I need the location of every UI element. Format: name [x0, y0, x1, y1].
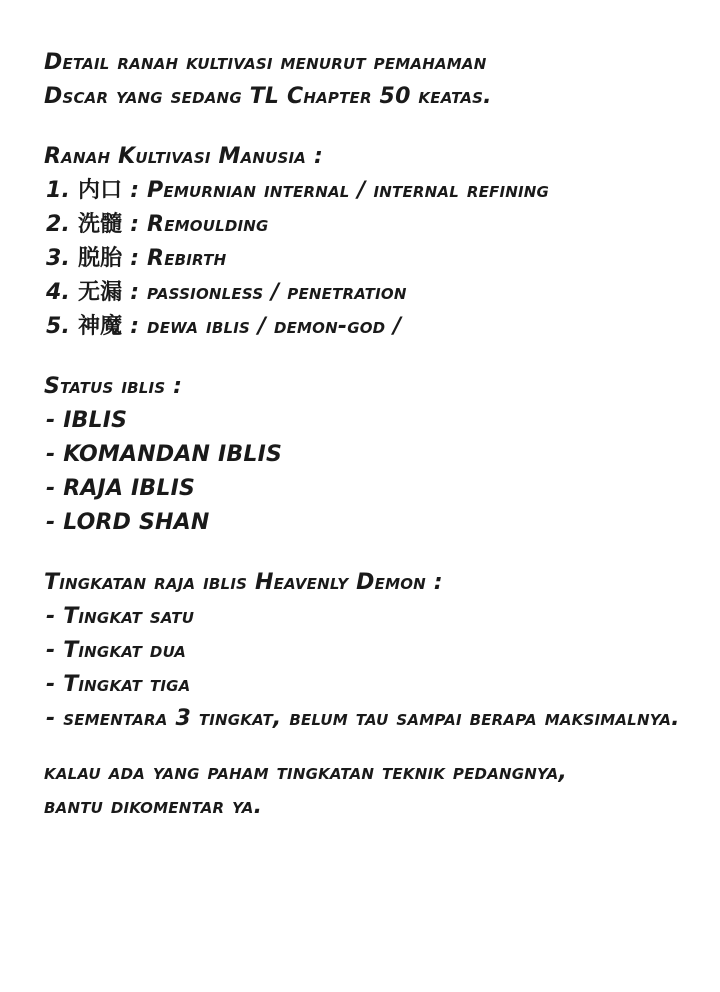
- levels-heading: Tingkatan raja iblis Heavenly Demon :: [44, 570, 443, 595]
- intro-line-1: Detail ranah kultivasi menurut pemahaman: [44, 50, 487, 75]
- list-item: - Tingkat satu: [46, 604, 195, 629]
- list-item: - LORD SHAN: [46, 510, 210, 535]
- spacer: [44, 350, 680, 376]
- levels-block: [44, 572, 680, 730]
- item-text: : Rebirth: [130, 246, 227, 271]
- list-item: - KOMANDAN IBLIS: [46, 442, 283, 467]
- item-text: : Remoulding: [130, 212, 269, 237]
- status-block: [44, 376, 680, 534]
- note-body: [44, 52, 680, 818]
- list-item: - RAJA IBLIS: [46, 476, 196, 501]
- human-realm-block: [44, 146, 680, 338]
- closing-line-1: kalau ada yang paham tingkatan teknik pedangnya,: [44, 760, 568, 785]
- item-number: 1.: [46, 178, 71, 203]
- item-cjk: 神魔: [77, 314, 123, 339]
- status-heading: Status iblis :: [44, 374, 183, 399]
- list-item: - sementara 3 tingkat, belum tau sampai berapa maksimalnya.: [46, 706, 680, 731]
- item-number: 4.: [46, 280, 71, 305]
- list-item: [44, 282, 680, 304]
- list-item: - Tingkat dua: [46, 638, 187, 663]
- list-item: [44, 214, 680, 236]
- intro-block: [44, 52, 680, 108]
- item-text: : Pemurnian internal / internal refining: [130, 178, 550, 203]
- item-text: : passionless / penetration: [130, 280, 407, 305]
- closing-block: [44, 762, 680, 818]
- list-item: - Tingkat tiga: [46, 672, 191, 697]
- item-cjk: 无漏: [77, 280, 123, 305]
- list-item: [44, 180, 680, 202]
- human-realm-heading: Ranah Kultivasi Manusia :: [44, 144, 323, 169]
- item-cjk: 脱胎: [77, 246, 123, 271]
- item-number: 2.: [46, 212, 71, 237]
- item-cjk: 洗髓: [77, 212, 123, 237]
- list-item: [44, 316, 680, 338]
- spacer: [44, 742, 680, 762]
- item-text: : dewa iblis / demon-god /: [130, 314, 402, 339]
- spacer: [44, 546, 680, 572]
- spacer: [44, 120, 680, 146]
- item-number: 5.: [46, 314, 71, 339]
- list-item: - IBLIS: [46, 408, 128, 433]
- closing-line-2: bantu dikomentar ya.: [44, 794, 263, 819]
- item-cjk: 内口: [77, 178, 123, 203]
- list-item: [44, 248, 680, 270]
- intro-line-2: Dscar yang sedang TL Chapter 50 keatas.: [44, 84, 492, 109]
- item-number: 3.: [46, 246, 71, 271]
